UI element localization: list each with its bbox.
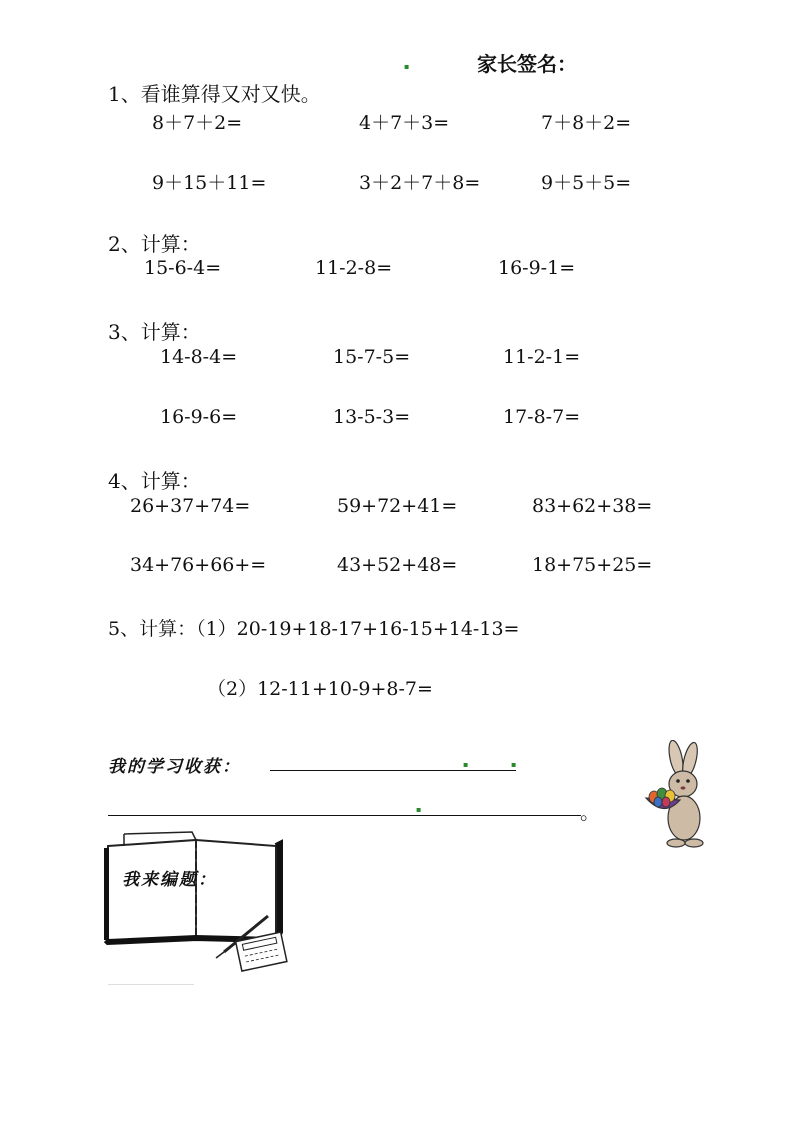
q5-line-2: （2）12-11+10-9+8-7= [207,678,433,700]
q4-problem: 59+72+41= [337,495,458,517]
stray-mark: ▪ [404,62,410,71]
q1-problem: 8＋7＋2= [152,112,243,134]
q4-problem: 43+52+48= [337,554,458,576]
reflection-label: 我的学习收获： [108,757,241,777]
q1-problem: 3＋2＋7＋8= [359,172,481,194]
q3-problem: 13-5-3= [333,406,411,428]
q3-problem: 16-9-6= [160,406,238,428]
stray-mark: ▪ [463,760,469,769]
q3-problem: 11-2-1= [503,346,581,368]
q1-problem: 9＋5＋5= [541,172,632,194]
q1-problem: 7＋8＋2= [541,112,632,134]
bottom-divider [108,984,194,985]
q4-problem: 34+76+66+= [130,554,267,576]
q3-problem: 14-8-4= [160,346,238,368]
q5-line-1: 5、计算：（1）20-19+18-17+16-15+14-13= [108,618,520,640]
q1-problem: 4＋7＋3= [359,112,450,134]
notebook-illustration [104,828,300,974]
parent-signature-label: 家长签名： [477,52,577,76]
q1-title: 1、看谁算得又对又快。 [108,82,321,106]
reflection-end-mark: 。 [580,800,600,824]
q2-title: 2、计算： [108,232,201,256]
notebook-label: 我来编题： [122,870,217,890]
q4-problem: 26+37+74= [130,495,251,517]
q2-problem: 16-9-1= [498,257,576,279]
reflection-blank-line-1[interactable] [270,770,516,771]
stray-mark: ▪ [511,760,517,769]
q4-problem: 83+62+38= [532,495,653,517]
q3-title: 3、计算： [108,320,201,344]
q2-problem: 11-2-8= [315,257,393,279]
q3-problem: 15-7-5= [333,346,411,368]
reflection-blank-line-2[interactable] [108,815,581,816]
bunny-with-eggs-illustration [636,740,718,850]
q4-title: 4、计算： [108,469,201,493]
q4-problem: 18+75+25= [532,554,653,576]
q2-problem: 15-6-4= [144,257,222,279]
q1-problem: 9＋15＋11= [152,172,267,194]
q3-problem: 17-8-7= [503,406,581,428]
stray-mark: ▪ [416,805,422,814]
